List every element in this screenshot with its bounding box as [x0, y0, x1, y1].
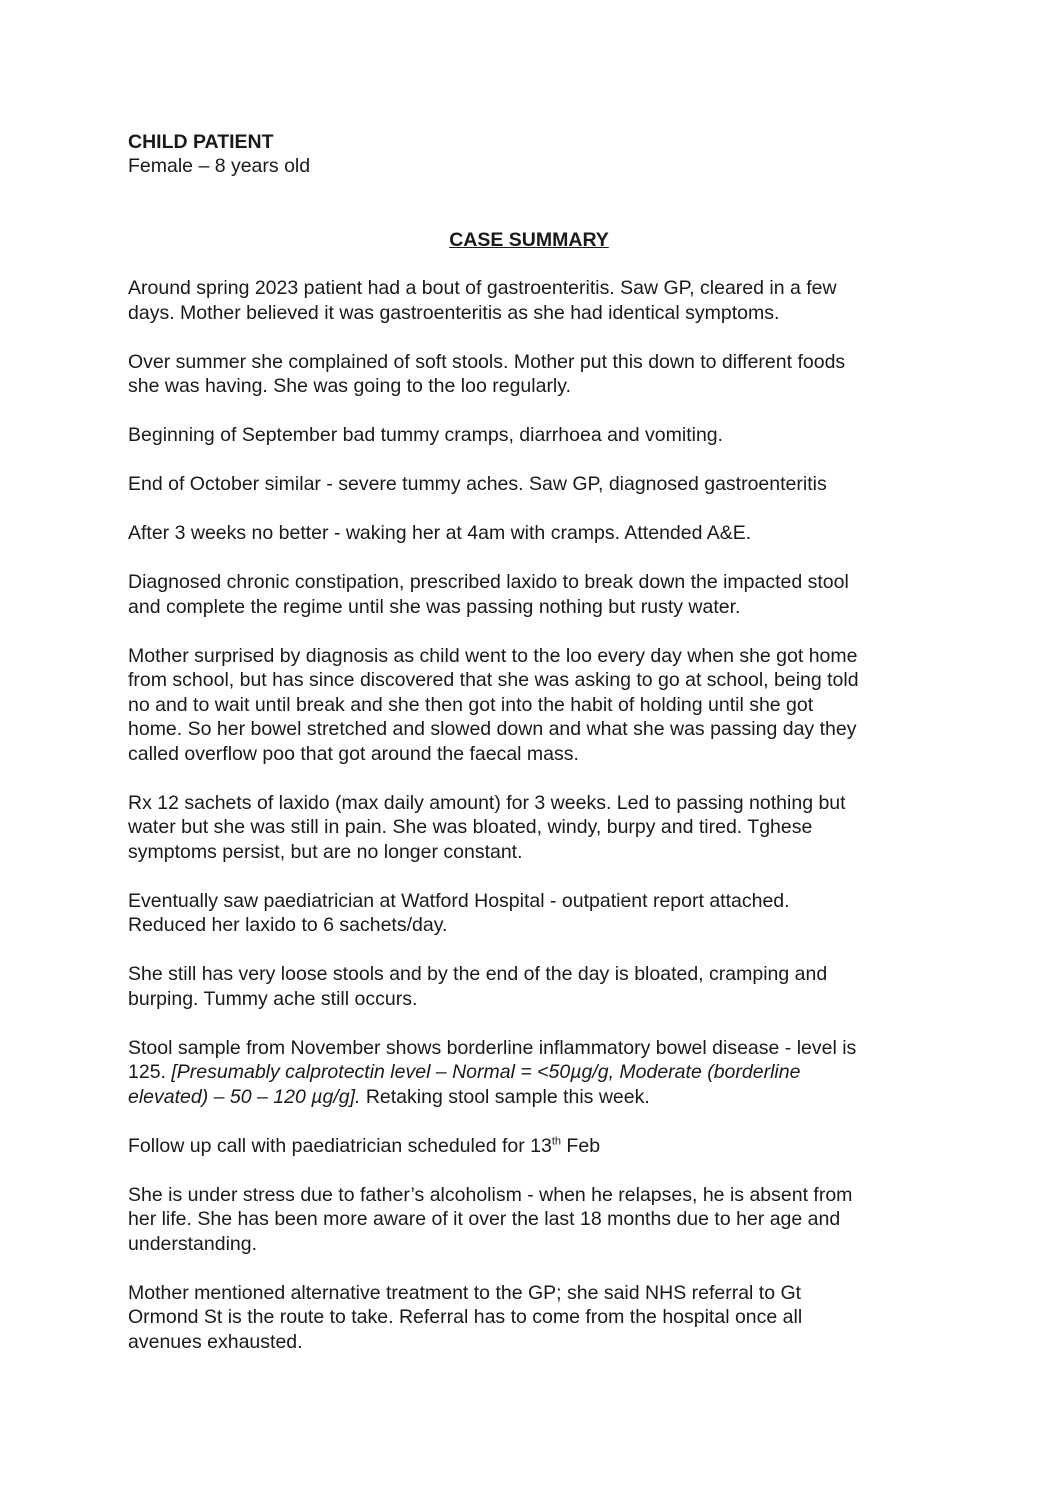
paragraph-6	[128, 570, 938, 619]
paragraph-1	[128, 276, 938, 325]
text-line: Around spring 2023 patient had a bout of gastroenteritis. Saw GP, cleared in a few	[128, 277, 837, 299]
text-line: Over summer she complained of soft stools. Mother put this down to different foods	[128, 350, 846, 373]
text-line: She still has very loose stools and by the end of the day is bloated, cramping and	[128, 963, 828, 985]
calprotectin-note: [Presumably calprotectin level – Normal = <50µg/g, Moderate (borderline	[171, 1061, 801, 1083]
ordinal-suffix: th	[551, 1135, 562, 1147]
text-plain: 125.	[128, 1061, 172, 1083]
text-line: symptoms persist, but are no longer constant.	[128, 840, 523, 863]
text-line: Stool sample from November shows borderline inflammatory bowel disease - level is	[128, 1036, 857, 1059]
paragraph-3	[128, 423, 938, 448]
text-line: from school, but has since discovered that she was asking to go at school, being told	[128, 669, 859, 691]
text-line: home. So her bowel stretched and slowed down and what she was passing day they	[128, 718, 857, 740]
case-summary-title: CASE SUMMARY	[449, 229, 609, 251]
text-line: After 3 weeks no better - waking her at 4am with cramps. Attended A&E.	[128, 522, 752, 544]
paragraph-stress	[128, 1183, 938, 1257]
text-line: She is under stress due to father’s alcoholism - when he relapses, he is absent from	[128, 1183, 853, 1206]
patient-demographics: Female – 8 years old	[128, 155, 311, 177]
text-line: understanding.	[128, 1232, 258, 1255]
paragraph-4	[128, 472, 938, 497]
text-line: water but she was still in pain. She was bloated, windy, burpy and tired. Tghese	[128, 816, 813, 838]
text-line: Diagnosed chronic constipation, prescribed laxido to break down the impacted stool	[128, 571, 849, 593]
text-line: Beginning of September bad tummy cramps, diarrhoea and vomiting.	[128, 424, 724, 446]
text-line: she was having. She was going to the loo regularly.	[128, 375, 571, 397]
paragraph-8	[128, 791, 938, 865]
text-plain: Follow up call with paediatrician scheduled for 13	[128, 1134, 552, 1157]
text-plain: Retaking stool sample this week.	[360, 1085, 650, 1108]
calprotectin-note: elevated) – 50 – 120 µg/g].	[128, 1085, 361, 1108]
text-plain: Feb	[561, 1134, 601, 1157]
paragraph-2	[128, 350, 938, 399]
patient-header	[128, 130, 310, 178]
text-line: Eventually saw paediatrician at Watford Hospital - outpatient report attached.	[128, 889, 790, 912]
followup-paragraph	[128, 1134, 938, 1159]
text-line: Mother mentioned alternative treatment to the GP; she said NHS referral to Gt	[128, 1281, 802, 1304]
text-line	[128, 1134, 938, 1159]
paragraph-9	[128, 889, 938, 938]
text-line: her life. She has been more aware of it over the last 18 months due to her age and	[128, 1208, 841, 1230]
stool-sample-paragraph	[128, 1036, 938, 1110]
paragraph-10	[128, 962, 938, 1011]
text-line	[128, 1085, 938, 1110]
text-line: Ormond St is the route to take. Referral has to come from the hospital once all	[128, 1306, 803, 1328]
text-line: Reduced her laxido to 6 sachets/day.	[128, 914, 448, 936]
text-line: no and to wait until break and she then got into the habit of holding until she got	[128, 693, 814, 716]
patient-label: CHILD PATIENT	[128, 131, 274, 153]
text-line: and complete the regime until she was passing nothing but rusty water.	[128, 595, 741, 618]
text-line: Mother surprised by diagnosis as child went to the loo every day when she got home	[128, 644, 858, 667]
text-line: called overflow poo that got around the faecal mass.	[128, 742, 579, 765]
paragraph-5	[128, 521, 938, 546]
paragraph-7	[128, 644, 938, 767]
paragraph-referral	[128, 1281, 938, 1355]
case-summary-body	[128, 276, 938, 1379]
text-line: days. Mother believed it was gastroenteritis as she had identical symptoms.	[128, 301, 780, 324]
text-line: Rx 12 sachets of laxido (max daily amount) for 3 weeks. Led to passing nothing but	[128, 791, 846, 814]
text-line	[128, 1060, 938, 1085]
text-line: avenues exhausted.	[128, 1330, 303, 1353]
text-line: burping. Tummy ache still occurs.	[128, 987, 418, 1010]
text-line: End of October similar - severe tummy aches. Saw GP, diagnosed gastroenteritis	[128, 473, 827, 495]
